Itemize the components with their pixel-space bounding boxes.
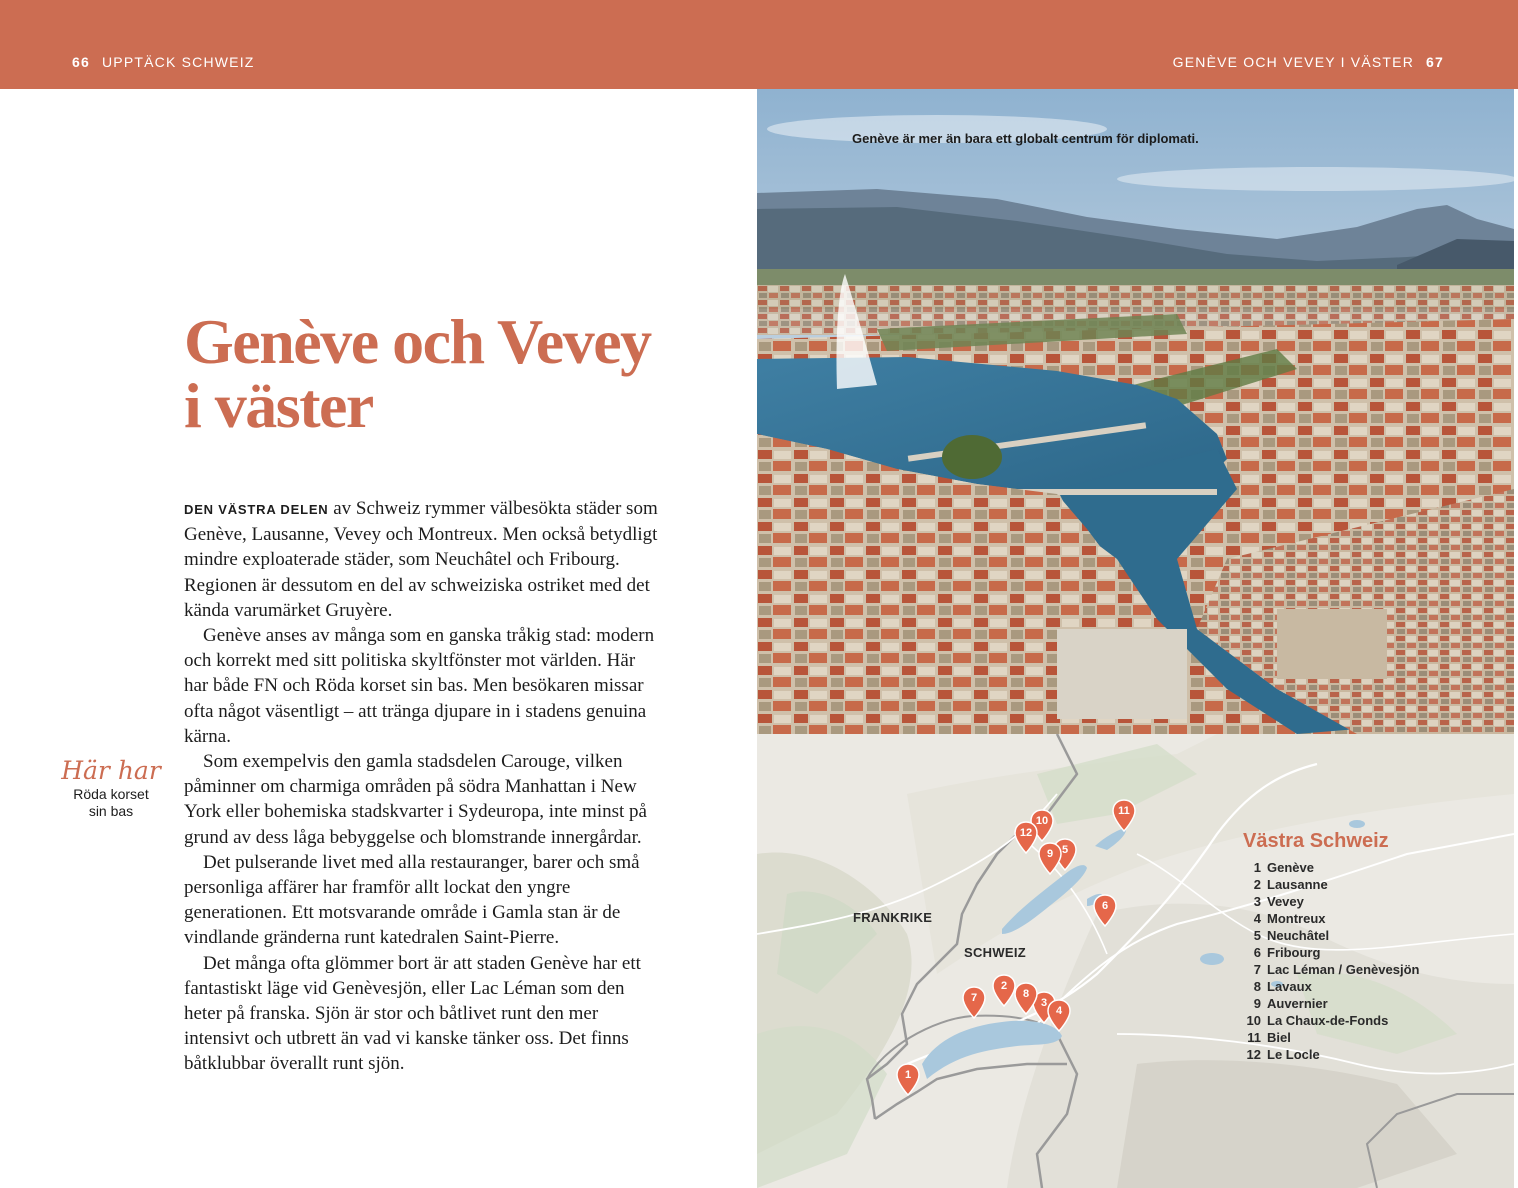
legend-name: Le Locle <box>1267 1047 1320 1062</box>
legend-item <box>1243 876 1419 893</box>
map-marker-7[interactable] <box>961 986 987 1020</box>
margin-note <box>58 756 164 820</box>
map-marker-6-number: 6 <box>1101 900 1109 912</box>
legend-item <box>1243 893 1419 910</box>
legend-item <box>1243 1046 1419 1063</box>
body-text <box>184 496 664 1077</box>
photo-caption: Genève är mer än bara ett globalt centrum för diplomati. <box>852 131 1199 146</box>
paragraph-1 <box>184 496 664 623</box>
map-label-france: FRANKRIKE <box>853 910 933 925</box>
legend-item <box>1243 978 1419 995</box>
margin-note-line-1: Röda korset <box>73 786 149 802</box>
paragraph-1-text: av Schweiz rymmer välbesökta städer som Genève, Lausanne, Vevey och Montreux. Men också betydligt mindre exploaterade städer, som Neuchâtel och Fribourg. Regionen är dessutom en del av schweiziska ostriket med det kända varumärket Gruyère. <box>184 498 658 621</box>
page-header-band <box>0 0 1518 89</box>
map-marker-11[interactable] <box>1111 799 1137 833</box>
legend-name: Lavaux <box>1267 979 1312 994</box>
title-line-2: i väster <box>184 370 373 441</box>
legend-number: 3 <box>1253 894 1261 909</box>
map-marker-6[interactable] <box>1092 894 1118 928</box>
legend-number: 5 <box>1253 928 1261 943</box>
map-marker-12-number: 12 <box>1019 827 1033 839</box>
lead-in: DEN VÄSTRA DELEN <box>184 502 329 517</box>
legend-name: Lausanne <box>1267 877 1328 892</box>
legend-name: Montreux <box>1267 911 1326 926</box>
margin-note-script: Här har <box>61 756 161 785</box>
photo-illustration <box>757 89 1514 734</box>
right-page-number: 67 <box>1426 54 1444 70</box>
map-marker-9-number: 9 <box>1046 848 1054 860</box>
map-marker-8[interactable] <box>1013 982 1039 1016</box>
legend-name: Vevey <box>1267 894 1304 909</box>
chapter-title <box>184 306 724 441</box>
map-marker-5-number: 5 <box>1061 844 1069 856</box>
legend-name: Fribourg <box>1267 945 1321 960</box>
map-marker-10-number: 10 <box>1035 815 1049 827</box>
margin-note-line-2: sin bas <box>88 803 134 819</box>
map-legend <box>1243 830 1419 1063</box>
map-marker-2-number: 2 <box>1000 980 1008 992</box>
legend-name: La Chaux-de-Fonds <box>1267 1013 1389 1028</box>
left-section-title: UPPTÄCK SCHWEIZ <box>101 54 255 70</box>
legend-number: 1 <box>1253 860 1261 875</box>
map-marker-9[interactable] <box>1037 842 1063 876</box>
map-marker-12[interactable] <box>1013 821 1039 855</box>
legend-item <box>1243 910 1419 927</box>
map-marker-1[interactable] <box>895 1063 921 1097</box>
legend-number: 4 <box>1253 911 1261 926</box>
paragraph-3: Som exempelvis den gamla stadsdelen Carouge, vilken påminner om charmiga områden på södra Manhattan i New York eller bohemiska stadskvarter i Sydeuropa, inte minst på grund av dess låga bebyggelse och blomstrande innergårdar. <box>184 751 647 848</box>
paragraph-5: Det många ofta glömmer bort är att staden Genève har ett fantastiskt läge vid Genèvesjön, eller Lac Léman som den heter på franska. Sjön är stor och båtlivet runt den mer intensivt och utbrett än vad vi kanske tänker oss. Det finns båtklubbar överallt runt sjön. <box>184 952 641 1075</box>
map-label-switzerland: SCHWEIZ <box>964 945 1027 960</box>
map-marker-11-number: 11 <box>1118 805 1130 817</box>
aerial-photo-geneva <box>757 89 1514 734</box>
legend-item <box>1243 944 1419 961</box>
map-marker-1-number: 1 <box>904 1069 912 1081</box>
paragraph-2: Genève anses av många som en ganska tråkig stad: modern och korrekt med sitt politiska skyltfönster mot världen. Här har både FN och Röda korset sin bas. Men besökaren missar ofta något väsentligt – att tränga djupare in i stadens genuina kärna. <box>184 625 655 747</box>
map-marker-3-number: 3 <box>1040 997 1048 1009</box>
legend-number: 7 <box>1253 962 1261 977</box>
legend-item <box>1243 961 1419 978</box>
map-legend-title: Västra Schweiz <box>1243 830 1389 852</box>
legend-number: 12 <box>1246 1047 1261 1062</box>
paragraph-4: Det pulserande livet med alla restauranger, barer och små personliga affärer har framför allt lockat den yngre generationen. Ett motsvarande område i Gamla stan är de vindlande gränderna runt katedralen Saint-Pierre. <box>184 851 640 949</box>
map-marker-4[interactable] <box>1046 999 1072 1033</box>
left-page-number: 66 <box>72 54 90 70</box>
right-running-head <box>1173 54 1444 70</box>
legend-number: 11 <box>1247 1030 1261 1045</box>
legend-item <box>1243 1012 1419 1029</box>
legend-name: Genève <box>1267 860 1314 875</box>
map-marker-7-number: 7 <box>970 992 978 1004</box>
legend-name: Auvernier <box>1267 996 1328 1011</box>
legend-name: Lac Léman / Genèvesjön <box>1267 962 1420 977</box>
map-marker-8-number: 8 <box>1022 988 1030 1000</box>
right-section-title: GENÈVE OCH VEVEY I VÄSTER <box>1172 54 1415 70</box>
legend-number: 8 <box>1253 979 1261 994</box>
legend-number: 10 <box>1246 1013 1261 1028</box>
legend-item <box>1243 859 1419 876</box>
legend-number: 2 <box>1253 877 1261 892</box>
legend-item <box>1243 995 1419 1012</box>
map-marker-4-number: 4 <box>1055 1005 1063 1017</box>
legend-name: Biel <box>1267 1030 1291 1045</box>
legend-number: 6 <box>1253 945 1261 960</box>
title-line-1: Genève och Vevey <box>184 306 651 377</box>
legend-number: 9 <box>1253 996 1261 1011</box>
legend-name: Neuchâtel <box>1267 928 1330 943</box>
legend-item <box>1243 1029 1419 1046</box>
legend-item <box>1243 927 1419 944</box>
left-running-head <box>72 54 255 70</box>
